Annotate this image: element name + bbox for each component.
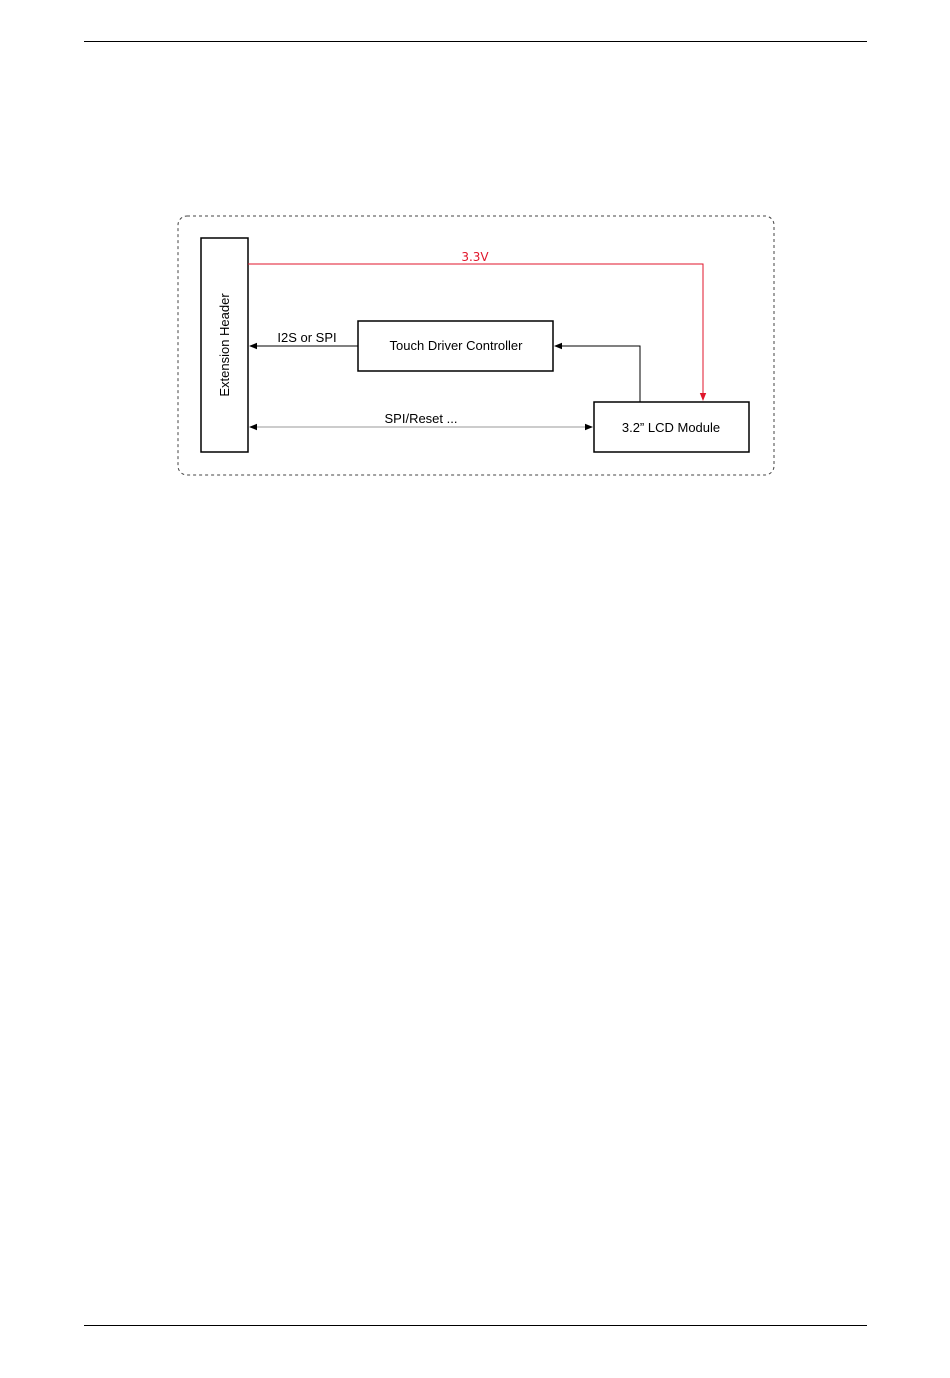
touch-bus-label: I2S or SPI	[277, 330, 337, 345]
power-label: 3.3V	[461, 250, 489, 264]
lcd-module-label: 3.2” LCD Module	[621, 420, 721, 435]
touch-driver-controller-label: Touch Driver Controller	[389, 338, 523, 353]
lcd-to-touch-line	[555, 346, 640, 402]
lcd-bus-label: SPI/Reset ...	[384, 411, 458, 426]
extension-header-label: Extension Header	[217, 293, 232, 397]
